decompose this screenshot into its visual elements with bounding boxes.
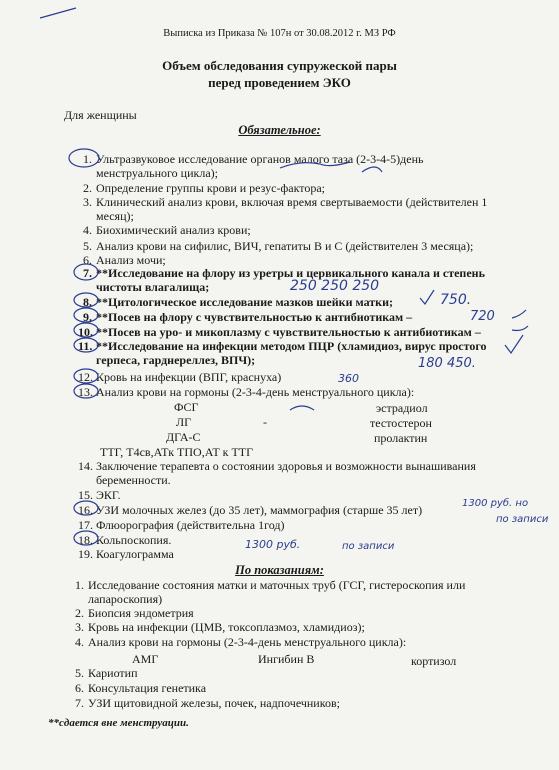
mandatory-item-8: 8. **Цитологическое исследование мазков шейки матки;	[83, 295, 393, 309]
mandatory-item-7: 7. **Исследование на флору из уретры и цервикального канала и степень чистоты влагалища;	[83, 266, 485, 294]
handwritten-price-row9: 720	[470, 309, 495, 324]
handwritten-price-row18: 1300 руб.	[245, 538, 301, 551]
order-reference: Выписка из Приказа № 107н от 30.08.2012 г. МЗ РФ	[163, 28, 396, 39]
thyroid-panel: ТТГ, Т4св,АТк ТПО,АТ к ТТГ	[100, 445, 254, 459]
checkmark-item-11	[505, 335, 523, 353]
indication-item-4: 4. Анализ крови на гормоны (2-3-4-день менструального цикла):	[75, 635, 407, 649]
mandatory-item-12: 12. Кровь на инфекции (ВПГ, краснуха)	[78, 370, 282, 384]
handwritten-price-row8: 750.	[440, 292, 472, 308]
mandatory-item-5: 5. Анализ крови на сифилис, ВИЧ, гепатиты В и С (действителен 3 месяца);	[83, 239, 474, 253]
hormone-dhea-s: ДГА-С	[166, 430, 201, 444]
title-line-2: перед проведением ЭКО	[208, 75, 351, 90]
hormone-estradiol: эстрадиол	[376, 401, 428, 415]
hormone-testosterone: тестостерон	[370, 416, 432, 430]
mandatory-item-19: 19. Коагулограмма	[78, 547, 174, 561]
mandatory-item-3: 3. Клинический анализ крови, включая время свертываемости (действителен 1 месяц);	[83, 195, 488, 223]
handwritten-note-row16: 1300 руб. но	[462, 498, 529, 509]
mandatory-heading: Обязательное:	[238, 123, 321, 137]
mandatory-item-16: 16. УЗИ молочных желез (до 35 лет), маммография (старше 35 лет)	[78, 503, 423, 517]
hormone-amh: АМГ	[132, 652, 159, 666]
indication-item-6: 6. Консультация генетика	[75, 681, 207, 695]
mandatory-item-15: 15. ЭКГ.	[78, 488, 121, 502]
handwritten-note-row17: по записи	[496, 514, 549, 525]
mandatory-item-18: 18. Кольпоскопия.	[78, 533, 172, 547]
handwritten-note-row19: по записи	[342, 541, 395, 552]
for-women-label: Для женщины	[64, 108, 137, 122]
mandatory-item-13: 13. Анализ крови на гормоны (2-3-4-день менструального цикла):	[78, 385, 415, 399]
indication-item-1: 1. Исследование состояния матки и маточных труб (ГСГ, гистероскопия или лапароскопия)	[75, 578, 466, 606]
mandatory-item-17: 17. Флюорография (действительна 1год)	[78, 518, 285, 532]
mandatory-item-11: 11. **Исследование на инфекции методом ПЦР (хламидиоз, вирус простого герпеса, гарднереллез, ВПЧ);	[78, 339, 487, 367]
corner-ink-mark	[40, 8, 76, 18]
document-title	[0, 57, 559, 91]
indication-item-5: 5. Кариотип	[75, 666, 138, 680]
mandatory-item-1: 1. Ультразвуковое исследование органов малого таза (2-3-4-5)день менструального цикла);	[83, 152, 424, 180]
mandatory-item-9: 9. **Посев на флору с чувствительностью к антибиотикам –	[83, 310, 413, 324]
hormone-cortisol: кортизол	[411, 654, 457, 668]
indication-item-2: 2. Биопсия эндометрия	[75, 606, 194, 620]
handwritten-price-row13: 360	[338, 372, 359, 385]
hormone-inhibin-b: Ингибин В	[258, 652, 315, 666]
handwritten-price-row7: 250 250 250	[290, 278, 380, 294]
hormone-lh: ЛГ	[176, 415, 192, 429]
title-line-1: Объем обследования супружеской пары	[162, 58, 397, 73]
hormone-fsh: ФСГ	[174, 400, 199, 414]
margin-note-row9	[512, 310, 526, 318]
hormone-prolactin: пролактин	[374, 431, 428, 445]
mandatory-item-4: 4. Биохимический анализ крови;	[83, 223, 251, 237]
margin-note-row10	[512, 326, 528, 331]
indications-heading: По показаниям:	[235, 563, 324, 577]
indication-item-7: 7. УЗИ щитовидной железы, почек, надпочечников;	[75, 696, 340, 710]
indication-item-3: 3. Кровь на инфекции (ЦМВ, токсоплазмоз, хламидиоз);	[75, 620, 365, 634]
mandatory-item-10: 10. **Посев на уро- и микоплазму с чувствительностью к антибиотикам –	[78, 325, 481, 339]
hormone-dash: -	[263, 415, 267, 429]
strike-estradiol	[290, 406, 314, 410]
mandatory-item-6: 6. Анализ мочи;	[83, 253, 166, 267]
footnote: **сдается вне менструации.	[48, 717, 189, 729]
handwritten-price-row11: 180 450.	[418, 356, 476, 371]
mandatory-item-2: 2. Определение группы крови и резус-фактора;	[83, 181, 325, 195]
mandatory-item-14: 14. Заключение терапевта о состоянии здоровья и возможности вынашивания беременности.	[78, 459, 476, 487]
